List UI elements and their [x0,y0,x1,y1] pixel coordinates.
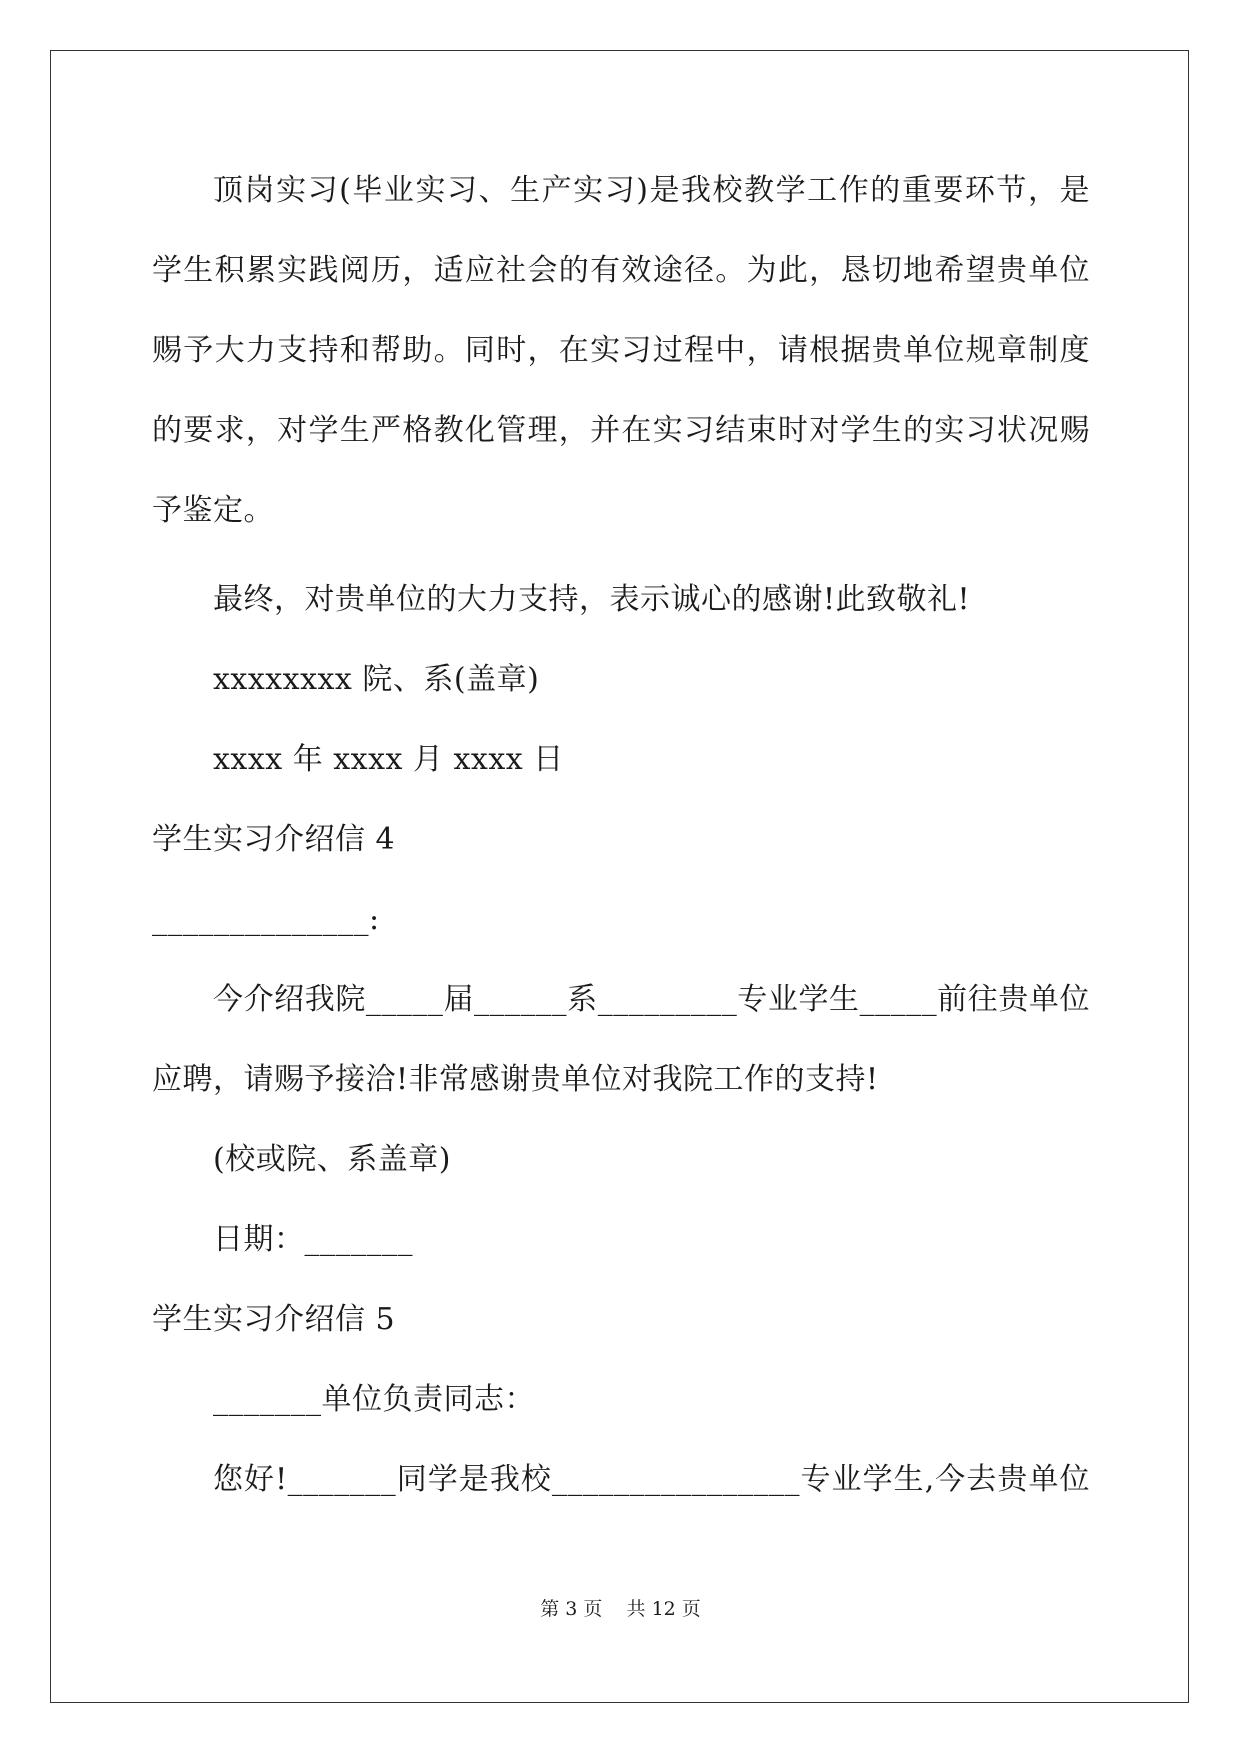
paragraph-line: 赐予大力支持和帮助。同时，在实习过程中，请根据贵单位规章制度 [152,333,1090,368]
date-line: 日期：_______ [213,1222,413,1257]
page-border [50,50,1189,1703]
paragraph-line: 应聘，请赐予接洽!非常感谢贵单位对我院工作的支持! [152,1062,879,1097]
signature-line: xxxxxxxx 院、系(盖章) [213,662,540,697]
page-number-label: 第 3 页 共 12 页 [540,1598,701,1620]
section-heading: 学生实习介绍信 4 [152,822,396,857]
paragraph-line: 最终，对贵单位的大力支持，表示诚心的感谢!此致敬礼! [213,582,971,617]
section-heading: 学生实习介绍信 5 [152,1302,396,1337]
paragraph-line: 您好!_______同学是我校________________专业学生,今去贵单位 [213,1462,1090,1497]
paragraph-line: 的要求，对学生严格教化管理，并在实习结束时对学生的实习状况赐 [152,413,1090,448]
salutation-line: _______单位负责同志： [213,1382,535,1417]
paragraph-line: 顶岗实习(毕业实习、生产实习)是我校教学工作的重要环节，是 [213,173,1090,208]
stamp-line: (校或院、系盖章) [213,1142,451,1177]
page-footer [0,1597,1241,1621]
paragraph-line: 予鉴定。 [152,493,274,528]
date-line: xxxx 年 xxxx 月 xxxx 日 [213,742,564,777]
paragraph-line: 学生积累实践阅历，适应社会的有效途径。为此，恳切地希望贵单位 [152,253,1090,288]
paragraph-line: 今介绍我院_____届______系_________专业学生_____前往贵单位 [213,982,1090,1017]
salutation-line: ______________: [152,902,380,937]
